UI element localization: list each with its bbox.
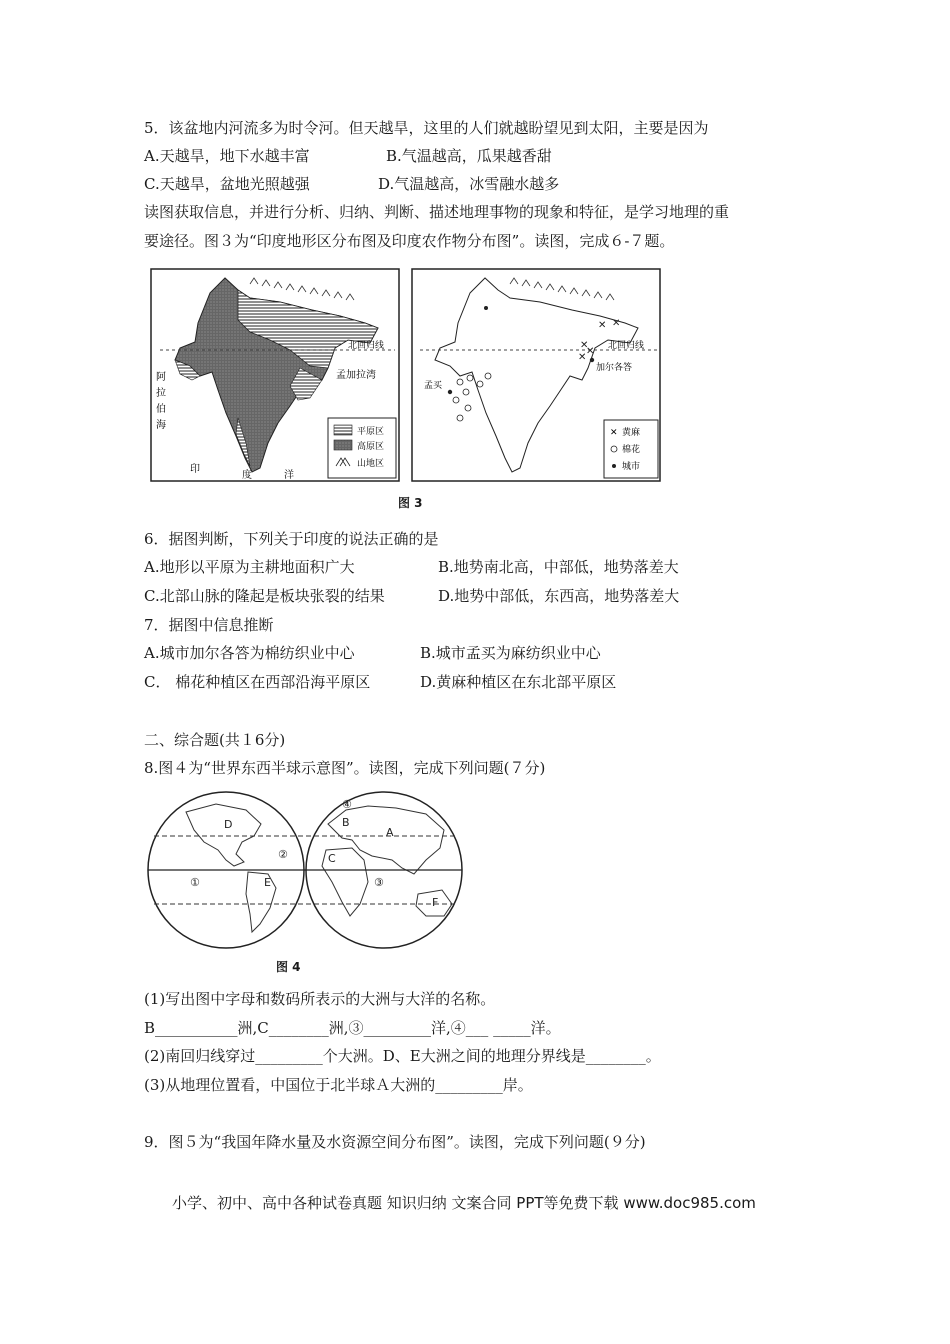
figure-3-india-maps: [150, 268, 662, 484]
label-D: D: [224, 818, 233, 831]
figure-4-caption: 图 4: [276, 960, 301, 974]
indian-ocean-char-2: 度: [242, 470, 252, 481]
label-E: E: [264, 876, 271, 889]
label-3: ③: [374, 876, 384, 889]
indian-ocean-char-1: 印: [190, 464, 200, 475]
label-A: A: [386, 826, 394, 839]
mumbai-label: 孟买: [424, 381, 443, 391]
q6-option-d: D.地势中部低，东西高，地势落差大: [438, 587, 680, 605]
arabian-sea-char-3: 伯: [156, 404, 166, 415]
q5-option-a: A.天越旱，地下水越丰富: [144, 147, 310, 165]
label-1: ①: [190, 876, 200, 889]
q8-stem: 8.图４为“世界东西半球示意图”。读图，完成下列问题(７分): [144, 759, 546, 777]
svg-text:✕: ✕: [586, 346, 595, 357]
q5-option-c: C.天越旱，盆地光照越强: [144, 175, 310, 193]
q8-part-2: (2)南回归线穿过_________个大洲。D、E大洲之间的地理分界线是________。: [144, 1047, 661, 1065]
crops-legend: [604, 420, 658, 478]
q8-part-3: (3)从地理位置看，中国位于北半球Ａ大洲的_________岸。: [144, 1076, 533, 1094]
bay-of-bengal-label: 孟加拉湾: [336, 370, 376, 381]
label-2: ②: [278, 848, 288, 861]
intro-line-1: 读图获取信息，并进行分析、归纳、判断、描述地理事物的现象和特征，是学习地理的重: [144, 203, 730, 221]
q5-option-d: D.气温越高，冰雪融水越多: [378, 175, 560, 193]
legend-plateau: 高原区: [357, 442, 385, 452]
page-footer: 小学、初中、高中各种试卷真题 知识归纳 文案合同 PPT等免费下载 www.doc985.com: [172, 1194, 756, 1212]
q6-option-b: B.地势南北高，中部低，地势落差大: [438, 558, 679, 576]
svg-text:✕: ✕: [612, 318, 621, 329]
q7-stem: 7．据图中信息推断: [144, 616, 274, 634]
right-tropic-label: 北回归线: [608, 341, 645, 351]
label-B: B: [342, 816, 350, 829]
q5-option-b: B.气温越高，瓜果越香甜: [386, 147, 552, 165]
q5-stem: 5．该盆地内河流多为时令河。但天越旱，这里的人们就越盼望见到太阳，主要是因为: [144, 119, 709, 137]
terrain-legend: [328, 418, 396, 478]
indian-ocean-char-3: 洋: [284, 470, 294, 481]
q9-stem: 9．图５为“我国年降水量及水资源空间分布图”。读图，完成下列问题(９分): [144, 1133, 646, 1151]
q6-option-a: A.地形以平原为主耕地面积广大: [144, 558, 355, 576]
legend-cotton: 棉花: [622, 445, 641, 455]
legend-mountain: 山地区: [357, 459, 385, 469]
q8-part-1-blanks: B___________洲,C________洲,③_________洋,④___ _____洋。: [144, 1019, 561, 1037]
q8-part-1: (1)写出图中字母和数码所表示的大洲与大洋的名称。: [144, 990, 496, 1008]
svg-text:✕: ✕: [578, 352, 587, 363]
arabian-sea-char-2: 拉: [156, 388, 166, 399]
label-C: C: [328, 852, 336, 865]
arabian-sea-char-4: 海: [156, 420, 166, 431]
q7-option-d: D.黄麻种植区在东北部平原区: [420, 673, 617, 691]
left-tropic-label: 北回归线: [348, 341, 385, 351]
legend-plain: 平原区: [357, 427, 385, 437]
section-2-heading: 二、综合题(共１6分): [144, 731, 286, 749]
svg-text:✕: ✕: [580, 340, 589, 351]
figure-4-hemispheres: [146, 790, 464, 950]
q7-option-a: A.城市加尔各答为棉纺织业中心: [144, 644, 355, 662]
legend-jute: 黄麻: [622, 428, 641, 438]
legend-city: 城市: [622, 462, 641, 472]
svg-text:✕: ✕: [610, 428, 618, 438]
svg-text:✕: ✕: [598, 320, 607, 331]
q7-option-b: B.城市孟买为麻纺织业中心: [420, 644, 601, 662]
q6-stem: 6．据图判断，下列关于印度的说法正确的是: [144, 530, 439, 548]
figure-3-caption: 图 3: [398, 496, 423, 510]
q6-option-c: C.北部山脉的隆起是板块张裂的结果: [144, 587, 385, 605]
q7-option-c: C． 棉花种植区在西部沿海平原区: [144, 673, 371, 691]
kolkata-label: 加尔各答: [596, 363, 633, 373]
intro-line-2: 要途径。图３为“印度地形区分布图及印度农作物分布图”。读图，完成６-７题。: [144, 232, 675, 250]
label-4: ④: [342, 798, 352, 811]
arabian-sea-char-1: 阿: [156, 372, 166, 383]
label-F: F: [432, 896, 439, 909]
